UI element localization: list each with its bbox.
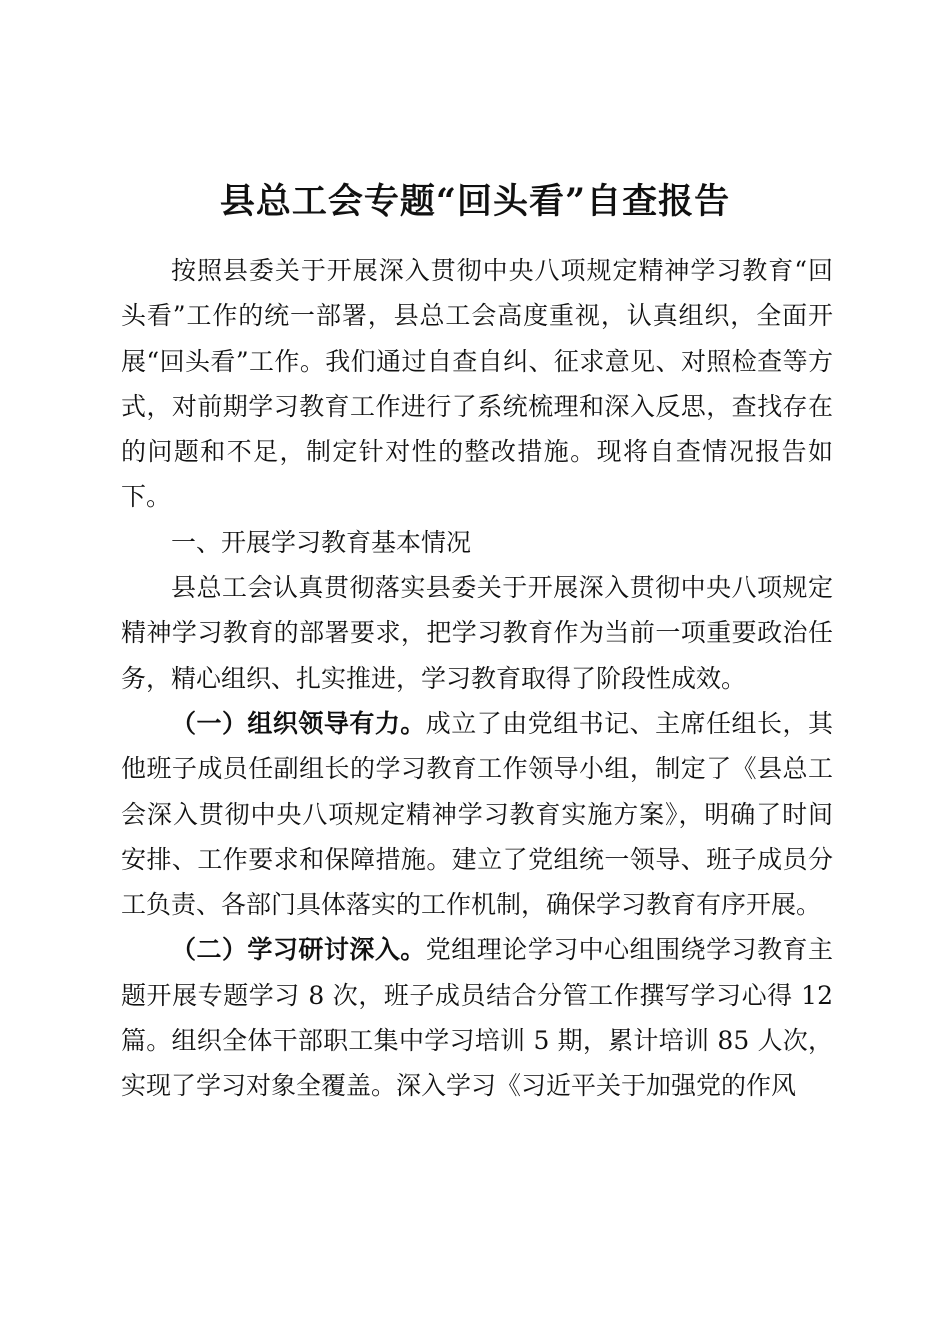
item-1-text: 成立了由党组书记、主席任组长，其他班子成员任副组长的学习教育工作领导小组，制定了《县总工会深入贯彻中央八项规定精神学习教育实施方案》，明确了时间安排、工作要求和保障措施。建立了党组统一领导、班子成员分工负责、各部门具体落实的工作机制，确保学习教育有序开展。 <box>121 708 833 920</box>
item-2-text: 党组理论学习中心组围绕学习教育主题开展专题学习 8 次，班子成员结合分管工作撰写学习心得 12 篇。组织全体干部职工集中学习培训 5 期，累计培训 85 人次，实现了学习对象全覆盖。深入学习《习近平关于加强党的作风 <box>121 935 833 1101</box>
document-body <box>121 248 833 1109</box>
section-heading-1: 一、开展学习教育基本情况 <box>171 527 472 557</box>
item-2-title: （二）学习研讨深入。 <box>171 935 426 965</box>
item-1-paragraph <box>121 701 833 927</box>
item-1-title: （一）组织领导有力。 <box>171 708 426 738</box>
intro-paragraph: 按照县委关于开展深入贯彻中央八项规定精神学习教育“回头看”工作的统一部署，县总工会高度重视，认真组织，全面开展“回头看”工作。我们通过自查自纠、征求意见、对照检查等方式，对前期学习教育工作进行了系统梳理和深入反思，查找存在的问题和不足，制定针对性的整改措施。现将自查情况报告如下。 <box>121 256 833 512</box>
section-1-paragraph: 县总工会认真贯彻落实县委关于开展深入贯彻中央八项规定精神学习教育的部署要求，把学习教育作为当前一项重要政治任务，精心组织、扎实推进，学习教育取得了阶段性成效。 <box>121 573 833 693</box>
item-2-paragraph <box>121 927 833 1108</box>
document-title: 县总工会专题“回头看”自查报告 <box>219 181 731 222</box>
